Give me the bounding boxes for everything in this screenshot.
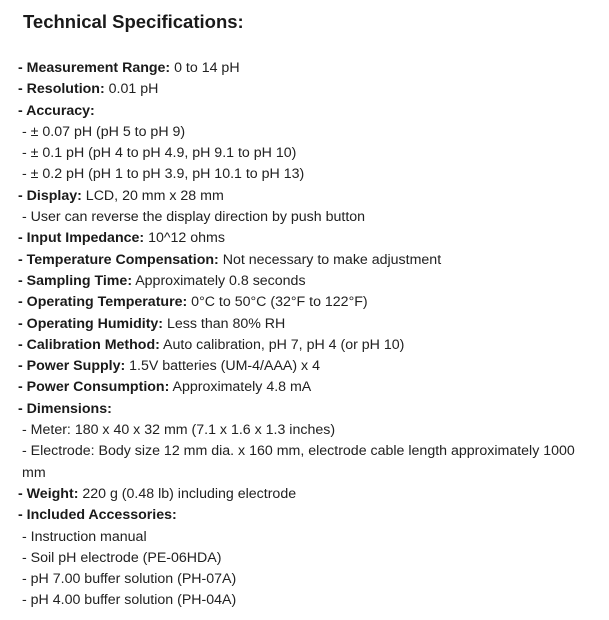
spec-item-included-accessories: [18, 505, 578, 526]
spec-label: - Dimensions:: [18, 400, 112, 417]
spec-item-calibration-method: [18, 335, 578, 356]
spec-label: - Sampling Time:: [18, 272, 133, 289]
spec-label: - Power Supply:: [18, 358, 126, 375]
spec-value: 10^12 ohms: [144, 230, 225, 247]
spec-value: Less than 80% RH: [163, 315, 286, 332]
spec-label: - Calibration Method:: [18, 336, 160, 353]
spec-item-resolution: [18, 79, 578, 100]
spec-item-input-impedance: [18, 228, 578, 249]
spec-value: Not necessary to make adjustment: [218, 251, 442, 268]
spec-value: 0°C to 50°C (32°F to 122°F): [187, 294, 368, 311]
spec-subitem: - Soil pH electrode (PE-06HDA): [22, 549, 222, 566]
spec-label: - Measurement Range:: [18, 60, 171, 76]
spec-value: 0.01 pH: [104, 81, 159, 98]
spec-subitem: - pH 7.00 buffer solution (PH-07A): [22, 571, 237, 588]
spec-value: 220 g (0.48 lb) including electrode: [78, 485, 297, 502]
spec-label: - Included Accessories:: [18, 507, 177, 524]
spec-value: Approximately 0.8 seconds: [132, 272, 306, 289]
spec-item-weight: [18, 484, 578, 505]
spec-subitem: - Electrode: Body size 12 mm dia. x 160 mm, electrode cable length approximately 1000 mm: [22, 443, 575, 481]
spec-item-temperature-compensation: [18, 250, 578, 271]
spec-value: 0 to 14 pH: [170, 60, 240, 76]
spec-subitem: - Meter: 180 x 40 x 32 mm (7.1 x 1.6 x 1.3 inches): [22, 422, 336, 439]
spec-label: - Accuracy:: [18, 102, 95, 119]
spec-item-operating-humidity: [18, 314, 578, 335]
spec-value: Auto calibration, pH 7, pH 4 (or pH 10): [159, 336, 405, 353]
spec-label: - Power Consumption:: [18, 379, 170, 396]
spec-item-accuracy: [18, 101, 578, 122]
spec-label: - Operating Humidity:: [18, 315, 164, 332]
spec-subitem: - ± 0.2 pH (pH 1 to pH 3.9, pH 10.1 to pH 13): [22, 166, 305, 183]
spec-list: [18, 58, 578, 612]
spec-value: 1.5V batteries (UM-4/AAA) x 4: [125, 358, 320, 375]
spec-item-measurement-range: [18, 58, 578, 79]
spec-subitem: - Instruction manual: [22, 528, 147, 545]
spec-subitem: - pH 4.00 buffer solution (PH-04A): [22, 592, 237, 609]
spec-subitem: - ± 0.1 pH (pH 4 to pH 4.9, pH 9.1 to pH 10): [22, 145, 297, 162]
spec-value: Approximately 4.8 mA: [169, 379, 312, 396]
spec-label: - Operating Temperature:: [18, 294, 188, 311]
spec-item-power-supply: [18, 356, 578, 377]
spec-item-dimensions: [18, 399, 578, 420]
spec-subitem: - ± 0.07 pH (pH 5 to pH 9): [22, 123, 186, 140]
spec-item-sampling-time: [18, 271, 578, 292]
spec-item-display: [18, 186, 578, 207]
spec-label: - Weight:: [18, 485, 79, 502]
spec-item-operating-temperature: [18, 292, 578, 313]
spec-label: - Resolution:: [18, 81, 105, 98]
spec-label: - Temperature Compensation:: [18, 251, 219, 268]
spec-label: - Input Impedance:: [18, 230, 145, 247]
spec-item-power-consumption: [18, 377, 578, 398]
page-title: Technical Specifications:: [23, 11, 244, 32]
spec-subitem: - User can reverse the display direction by push button: [22, 209, 366, 226]
spec-value: LCD, 20 mm x 28 mm: [81, 187, 224, 204]
spec-label: - Display:: [18, 187, 82, 204]
